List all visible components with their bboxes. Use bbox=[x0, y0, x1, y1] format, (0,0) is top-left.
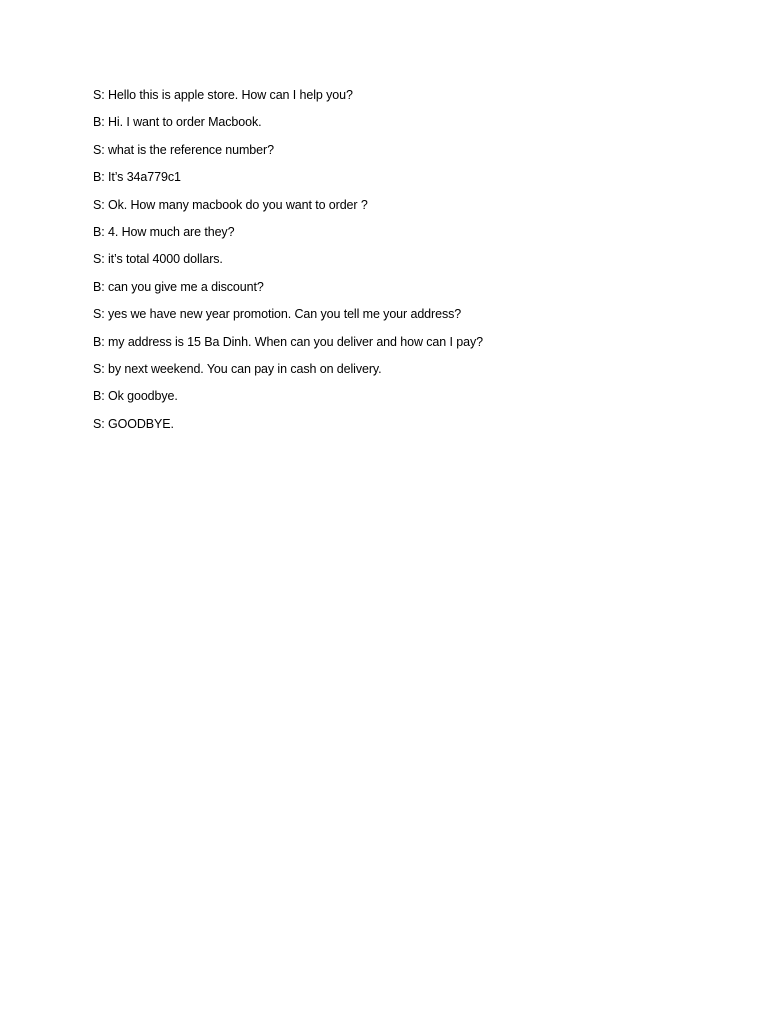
dialogue-line: B: Hi. I want to order Macbook. bbox=[93, 115, 262, 130]
dialogue-line: B: Ok goodbye. bbox=[93, 389, 178, 404]
dialogue-line: B: my address is 15 Ba Dinh. When can you deliver and how can I pay? bbox=[93, 334, 483, 349]
dialogue-line: B: can you give me a discount? bbox=[93, 279, 264, 294]
dialogue-line: S: GOODBYE. bbox=[93, 416, 174, 431]
dialogue-line: B: 4. How much are they? bbox=[93, 224, 235, 239]
dialogue-transcript bbox=[93, 86, 713, 442]
dialogue-line: S: it’s total 4000 dollars. bbox=[93, 252, 223, 267]
dialogue-line: B: It’s 34a779c1 bbox=[93, 170, 181, 185]
dialogue-line: S: yes we have new year promotion. Can you tell me your address? bbox=[93, 307, 462, 322]
dialogue-line: S: by next weekend. You can pay in cash on delivery. bbox=[93, 361, 382, 376]
dialogue-line: S: Hello this is apple store. How can I help you? bbox=[93, 88, 353, 102]
dialogue-line: S: Ok. How many macbook do you want to order ? bbox=[93, 197, 368, 212]
dialogue-line: S: what is the reference number? bbox=[93, 142, 274, 157]
